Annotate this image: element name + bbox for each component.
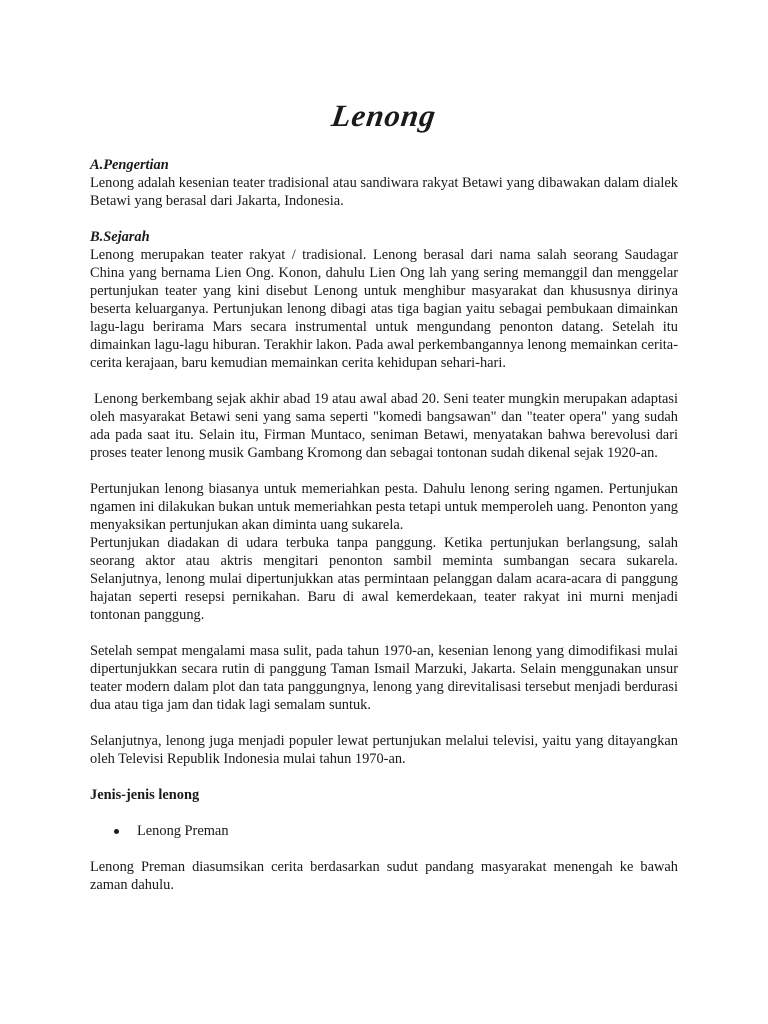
document-body [90,156,678,894]
section-b-paragraph-1: Lenong merupakan teater rakyat / tradisional. Lenong berasal dari nama salah seorang Saudagar China yang bernama Lien Ong. Konon, dahulu Lien Ong lah yang sering memanggil dan menggelar pertunjukan teater yang kini disebut Lenong untuk menghibur masyarakat dan khususnya dirinya beserta keluarganya. Pertunjukan lenong dibagi atas tiga bagian yaitu sebagai pembukaan dimainkan lagu-lagu berirama Mars secara instrumental untuk mengundang penonton datang. Setelah itu dimainkan lagu-lagu hiburan. Terakhir lakon. Pada awal perkembangannya lenong memainkan cerita-cerita kerajaan, baru kemudian memainkan cerita kehidupan sehari-hari. [90,247,678,371]
jenis-list [90,822,678,840]
list-item: Lenong Preman [90,822,678,840]
section-b-paragraph-4: Pertunjukan diadakan di udara terbuka tanpa panggung. Ketika pertunjukan berlangsung, salah seorang aktor atau aktris mengitari penonton sambil meminta sumbangan secara sukarela. Selanjutnya, lenong mulai dipertunjukkan atas permintaan pelanggan dalam acara-acara di panggung hajatan seperti resepsi pernikahan. Baru di awal kemerdekaan, teater rakyat ini murni menjadi tontonan panggung. [90,535,678,623]
section-a-heading: A.Pengertian [90,157,169,173]
section-a-text: Lenong adalah kesenian teater tradisional atau sandiwara rakyat Betawi yang dibawakan dalam dialek Betawi yang berasal dari Jakarta, Indonesia. [90,175,678,209]
section-b-paragraph-3: Pertunjukan lenong biasanya untuk memeriahkan pesta. Dahulu lenong sering ngamen. Pertunjukan ngamen ini dilakukan bukan untuk memeriahkan pesta tetapi untuk memperoleh uang. Penonton yang menyaksikan pertunjukan akan diminta uang sukarela. [90,481,678,533]
section-b-paragraph-2: Lenong berkembang sejak akhir abad 19 atau awal abad 20. Seni teater mungkin merupakan adaptasi oleh masyarakat Betawi seni yang sama seperti "komedi bangsawan" dan "teater opera" yang sudah ada pada saat itu. Selain itu, Firman Muntaco, seniman Betawi, menyatakan bahwa berevolusi dari proses teater lenong musik Gambang Kromong dan sebagai tontonan sudah dikenal sejak 1920-an. [90,391,678,461]
document-title: Lenong [329,98,439,133]
section-b-paragraph-6: Selanjutnya, lenong juga menjadi populer lewat pertunjukan melalui televisi, yaitu yang ditayangkan oleh Televisi Republik Indonesia mulai tahun 1970-an. [90,733,678,767]
section-b-heading: B.Sejarah [90,229,150,245]
section-b-paragraph-5: Setelah sempat mengalami masa sulit, pada tahun 1970-an, kesenian lenong yang dimodifikasi mulai dipertunjukkan secara rutin di panggung Taman Ismail Marzuki, Jakarta. Selain menggunakan unsur teater modern dalam plot dan tata panggungnya, lenong yang direvitalisasi tersebut menjadi berdurasi dua atau tiga jam dan tidak lagi semalam suntuk. [90,643,678,713]
section-jenis-heading: Jenis-jenis lenong [90,787,200,803]
section-jenis-paragraph: Lenong Preman diasumsikan cerita berdasarkan sudut pandang masyarakat menengah ke bawah zaman dahulu. [90,859,678,893]
